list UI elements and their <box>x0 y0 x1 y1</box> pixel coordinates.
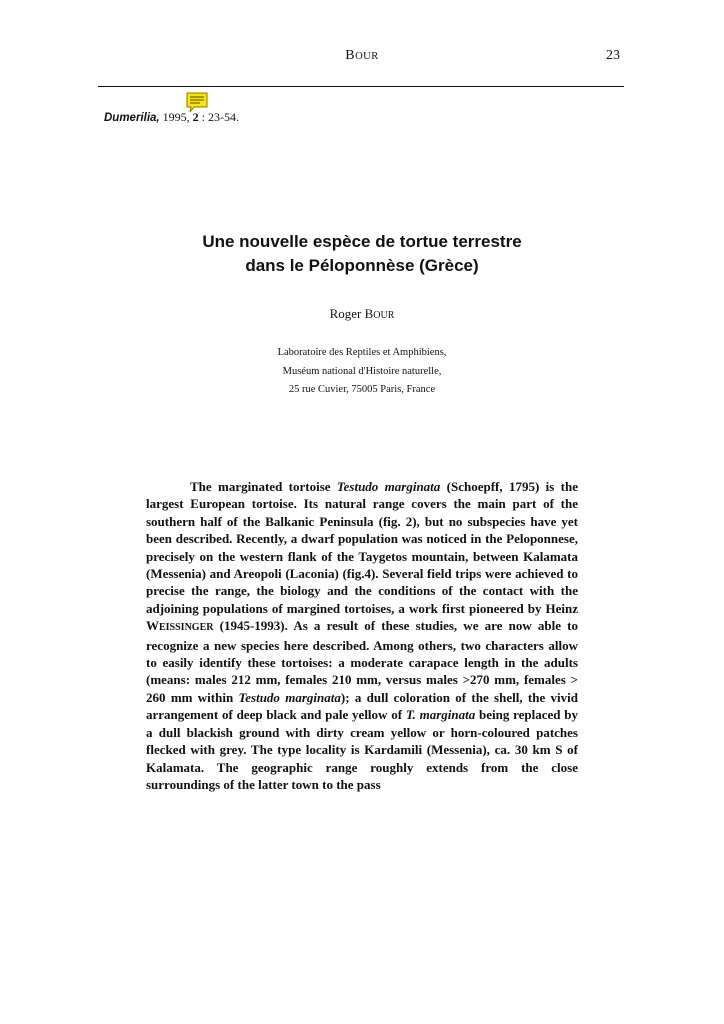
citation-pages: : 23-54. <box>201 110 239 124</box>
species-name: T. marginata <box>405 707 476 723</box>
citation-volume: 2 <box>192 110 199 124</box>
title-line-2: dans le Péloponnèse (Grèce) <box>245 256 479 275</box>
author-name: Roger BOUR <box>329 306 395 321</box>
page-number: 23 <box>606 48 620 63</box>
running-head-author: BOUR <box>345 48 379 63</box>
journal-citation <box>104 110 239 125</box>
author-affiliation <box>100 344 624 400</box>
species-name: Testudo marginata <box>336 479 441 494</box>
species-name: Testudo marginata <box>238 689 341 705</box>
journal-name: Dumerilia, <box>104 112 160 124</box>
affiliation-line-3: 25 rue Cuvier, 75005 Paris, France <box>288 384 436 395</box>
abstract-paragraph: The marginated tortoise Testudo marginata (Schoepff, 1795) is the largest European tortoise. Its natural range covers the main part of the southern half of the Balkanic Peninsula (fig. 2), but no subspecies have yet been described. Recently, a dwarf population was noticed in the Peloponnese, precisely on the western flank of the Taygetos mountain, between Kalamata (Messenia) and Areopoli (Laconia) (fig.4). Several field trips were achieved to precise the range, the biology and the conditions of the contact with the adjoining populations of margined tortoises, a work first pioneered by Heinz WEISSINGER (1945-1993). As a result of these studies, we are now able to recognize a new species here described. Among others, two characters allow to easily identify these tortoises: a moderate carapace length in the adults (means: males 212 mm, females 210 mm, versus males >270 mm, females > 260 mm within Testudo marginata); a dull coloration of the shell, the vivid arrangement of deep black and pale yellow of T. marginata being replaced by a dull blackish ground with dirty cream yellow or horn-coloured patches flecked with grey. The type locality is Kardamili (Messenia), ca. 30 km S of Kalamata. The geographic range roughly extends from the close surroundings of the latter town to the pass <box>146 479 579 792</box>
article-title <box>100 230 624 278</box>
title-line-1: Une nouvelle espèce de tortue terrestre <box>202 232 522 251</box>
running-head <box>100 48 624 68</box>
affiliation-line-2: Muséum national d'Histoire naturelle, <box>282 365 442 377</box>
citation-year: 1995, <box>162 110 190 124</box>
header-rule <box>98 86 624 87</box>
affiliation-line-1: Laboratoire des Reptiles et Amphibiens, <box>277 347 447 358</box>
